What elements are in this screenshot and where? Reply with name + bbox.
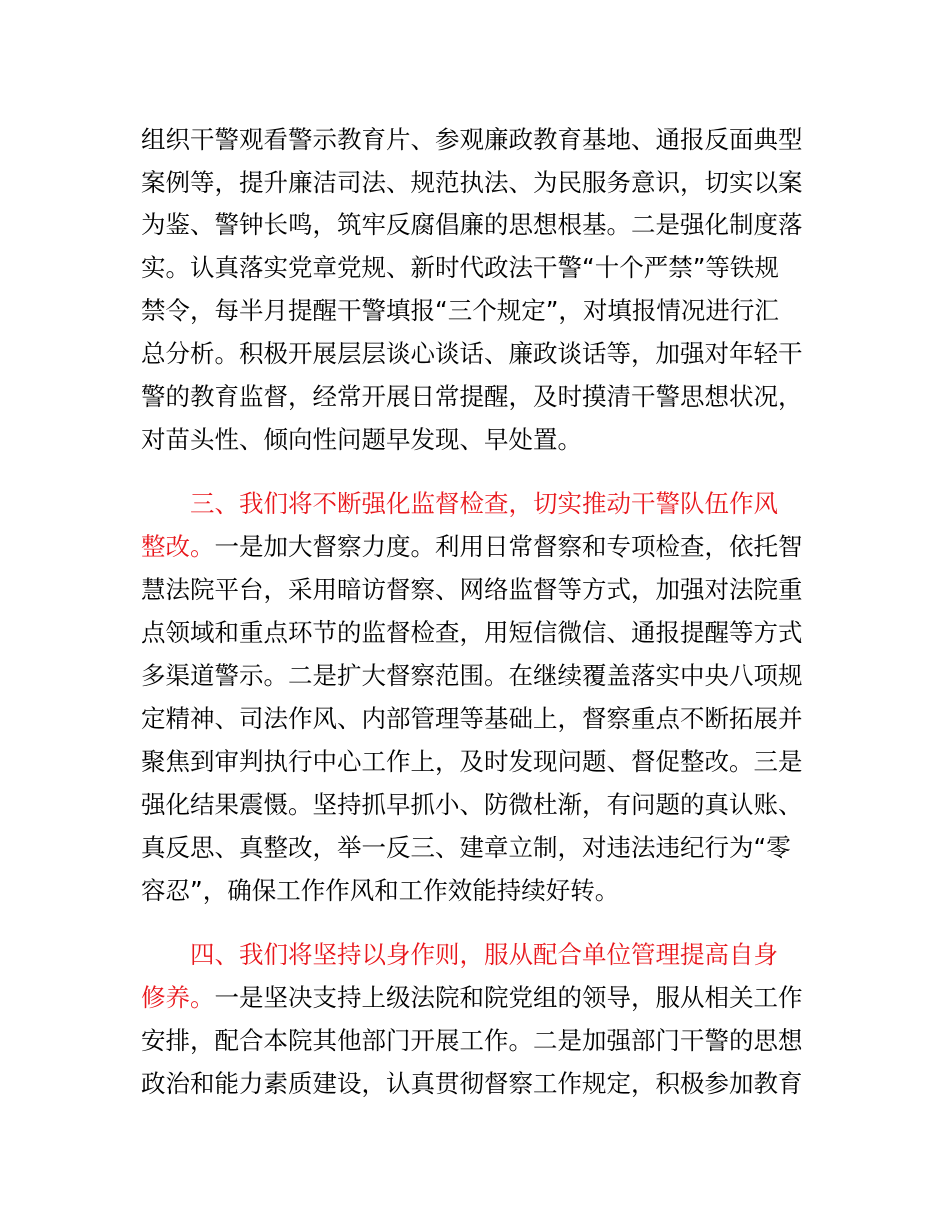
paragraph-line: 为鉴、警钟长鸣，筑牢反腐倡廉的思想根基。二是强化制度落 [141, 210, 803, 239]
section-3-heading: 三、我们将不断强化监督检查，切实推动干警队伍作风 [190, 489, 778, 518]
paragraph-line: 强化结果震慑。坚持抓早抓小、防微杜渐，有问题的真认账、 [141, 790, 803, 819]
paragraph-line: 容忍”，确保工作作风和工作效能持续好转。 [141, 876, 620, 905]
paragraph-line: 禁令，每半月提醒干警填报“三个规定”，对填报情况进行汇 [141, 296, 779, 325]
section-4-heading-line-2 [141, 982, 803, 1014]
section-3-body-start: 一是加大督察力度。利用日常督察和专项检查，依托智 [214, 532, 803, 561]
paragraph-line: 警的教育监督，经常开展日常提醒，及时摸清干警思想状况， [141, 382, 803, 411]
paragraph-line: 真反思、真整改，举一反三、建章立制，对违法违纪行为“零 [141, 833, 791, 862]
paragraph-line: 政治和能力素质建设，认真贯彻督察工作规定，积极参加教育 [141, 1069, 803, 1098]
paragraph-line: 总分析。积极开展层层谈心谈话、廉政谈话等，加强对年轻干 [141, 339, 803, 368]
paragraph-line: 点领域和重点环节的监督检查，用短信微信、通报提醒等方式 [141, 618, 803, 647]
paragraph-line: 聚焦到审判执行中心工作上，及时发现问题、督促整改。三是 [141, 747, 803, 776]
paragraph-line: 实。认真落实党章党规、新时代政法干警“十个严禁”等铁规 [141, 253, 779, 282]
paragraph-line: 组织干警观看警示教育片、参观廉政教育基地、通报反面典型 [141, 125, 803, 154]
paragraph-line: 慧法院平台，采用暗访督察、网络监督等方式，加强对法院重 [141, 575, 803, 604]
paragraph-line: 多渠道警示。二是扩大督察范围。在继续覆盖落实中央八项规 [141, 661, 803, 690]
paragraph-line: 安排，配合本院其他部门开展工作。二是加强部门干警的思想 [141, 1026, 803, 1055]
section-3-heading-end: 整改。 [141, 532, 215, 561]
paragraph-line: 案例等，提升廉洁司法、规范执法、为民服务意识，切实以案 [141, 168, 803, 197]
section-4-heading-end: 修养。 [141, 983, 215, 1012]
section-4-body-start: 一是坚决支持上级法院和院党组的领导，服从相关工作 [214, 983, 803, 1012]
section-4-heading: 四、我们将坚持以身作则，服从配合单位管理提高自身 [190, 940, 778, 969]
paragraph-line: 定精神、司法作风、内部管理等基础上，督察重点不断拓展并 [141, 704, 803, 733]
section-3-heading-line-2 [141, 531, 803, 563]
paragraph-line: 对苗头性、倾向性问题早发现、早处置。 [141, 425, 582, 454]
